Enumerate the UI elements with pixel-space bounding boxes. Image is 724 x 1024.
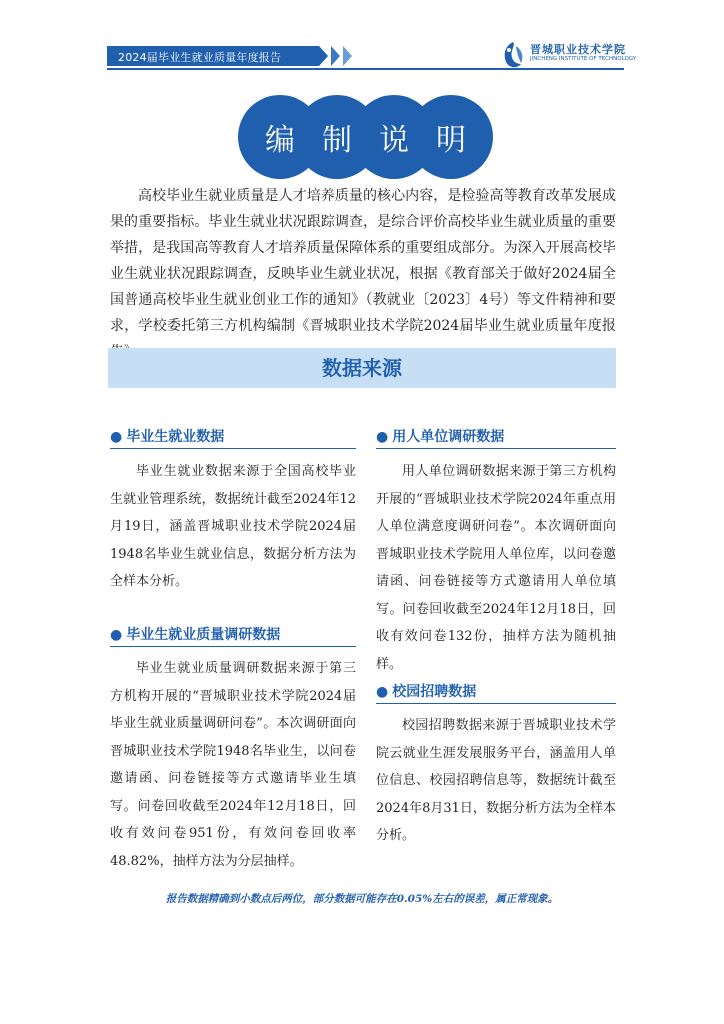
- school-logo: [500, 38, 637, 72]
- section-heading-employer-survey: ● 用人单位调研数据: [376, 429, 505, 445]
- quality-survey-body: 毕业生就业质量调研数据来源于第三方机构开展的“晋城职业技术学院2024届毕业生就业质量调研问卷”。本次调研面向晋城职业技术学院1948名毕业生，以问卷邀请函、问卷链接等方式邀请毕业生填写。问卷回收截至2024年12月18日，回收有效问卷951份，有效问卷回收率48.82%，抽样方法为分层抽样。: [110, 661, 356, 869]
- report-title: 2024届毕业生就业质量年度报告: [118, 51, 282, 64]
- heading-char: 制: [295, 95, 379, 179]
- footnote: 报告数据精确到小数点后两位，部分数据可能存在0.05%左右的误差，属正常现象。: [165, 893, 559, 905]
- logo-school-name: 晋城职业技术学院: [530, 43, 626, 56]
- heading-char: 明: [409, 95, 493, 179]
- employer-survey-body: 用人单位调研数据来源于第三方机构开展的“晋城职业技术学院2024年重点用人单位满意度调研问卷”。本次调研面向晋城职业技术学院用人单位库，以问卷邀请函、问卷链接等方式邀请用人单位填写。问卷回收截至2024年12月18日，回收有效问卷132份，抽样方法为随机抽样。: [376, 464, 616, 672]
- header-chevron: [319, 46, 328, 66]
- bullet-dot-icon: ●: [110, 429, 123, 445]
- section-heading-campus-recruit: ● 校园招聘数据: [376, 684, 477, 700]
- section-rule: [110, 448, 356, 449]
- logo-emblem-icon: [500, 40, 526, 70]
- logo-school-subtitle: JINCHENG INSTITUTE OF TECHNOLOGY: [530, 56, 637, 62]
- bullet-dot-icon: ●: [376, 684, 389, 700]
- section-rule: [376, 703, 616, 704]
- section-heading-quality-survey: ● 毕业生就业质量调研数据: [110, 627, 281, 643]
- campus-recruit-body: 校园招聘数据来源于晋城职业技术学院云就业生涯发展服务平台，涵盖用人单位信息、校园招聘信息等，数据统计截至2024年8月31日，数据分析方法为全样本分析。: [376, 718, 616, 843]
- section-rule: [376, 448, 616, 449]
- data-source-title: 数据来源: [322, 356, 402, 380]
- bullet-dot-icon: ●: [376, 429, 389, 445]
- bullet-dot-icon: ●: [110, 627, 123, 643]
- header-chevron: [343, 46, 352, 66]
- section-heading-grad-employment: ● 毕业生就业数据: [110, 429, 225, 445]
- intro-paragraph: 高校毕业生就业质量是人才培养质量的核心内容，是检验高等教育改革发展成果的重要指标。毕业生就业状况跟踪调查，是综合评价高校毕业生就业质量的重要举措，是我国高等教育人才培养质量保障体系的重要组成部分。为深入开展高校毕业生就业状况跟踪调查，反映毕业生就业状况，根据《教育部关于做好2024届全国普通高校毕业生就业创业工作的通知》（教就业〔2023〕4号）等文件精神和要求，学校委托第三方机构编制《晋城职业技术学院2024届毕业生就业质量年度报: [110, 188, 616, 334]
- grad-employment-body: 毕业生就业数据来源于全国高校毕业生就业管理系统，数据统计截至2024年12月19日，涵盖晋城职业技术学院2024届1948名毕业生就业信息，数据分析方法为全样本分析。: [110, 464, 356, 589]
- section-rule: [110, 646, 356, 647]
- heading-char: 说: [352, 95, 436, 179]
- heading-char: 编: [238, 95, 322, 179]
- header-chevron: [331, 46, 340, 66]
